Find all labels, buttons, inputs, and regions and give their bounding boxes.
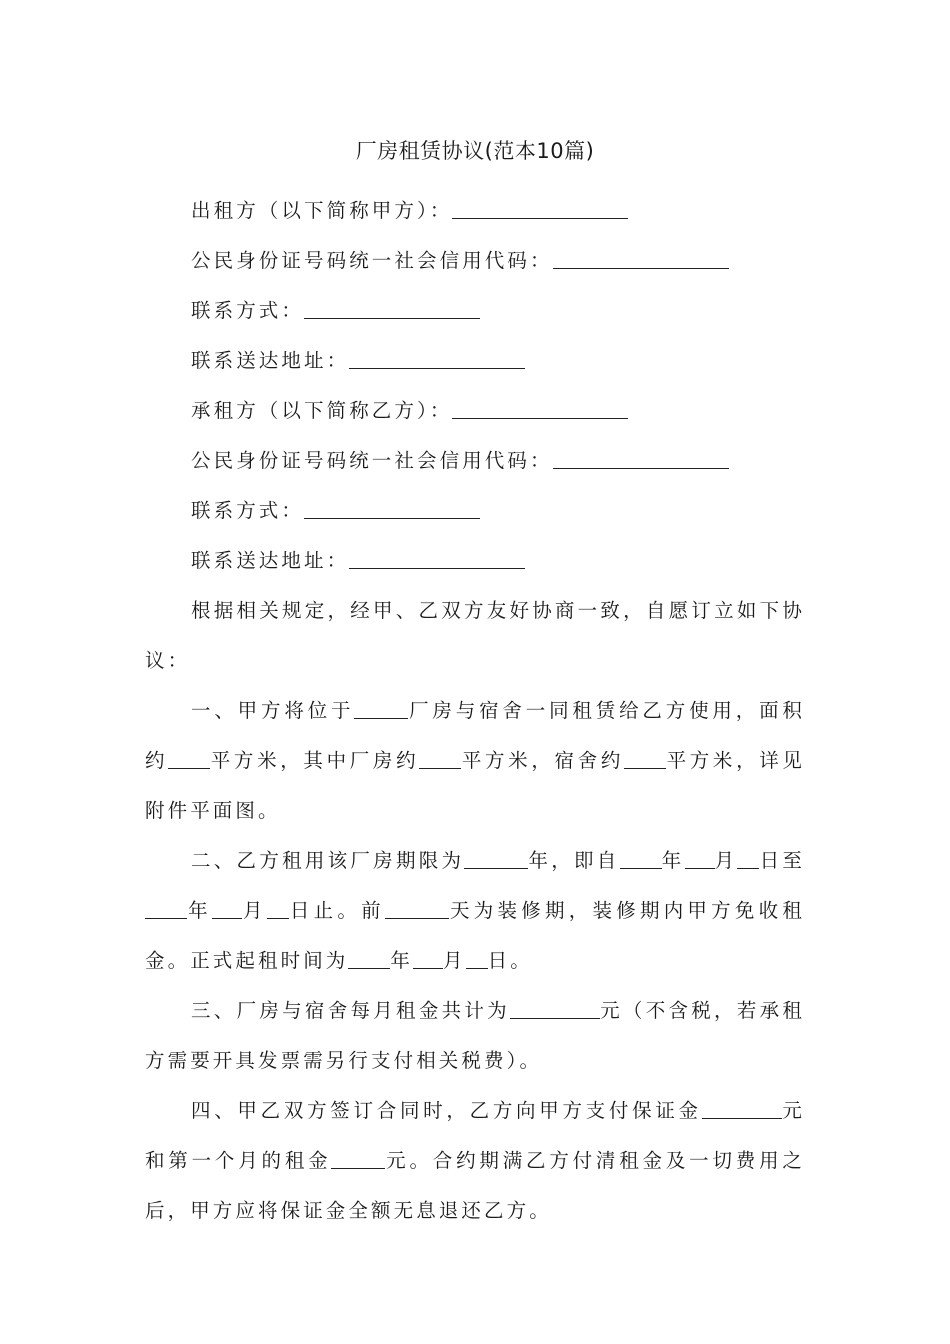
clause-2-text: 月 <box>241 899 267 922</box>
clause-1-text: 平方米，详见附件平面图。 <box>145 749 806 822</box>
lessee-address-line <box>145 536 805 586</box>
clause-2-text: 月 <box>714 849 738 872</box>
blank <box>267 900 289 919</box>
blank <box>624 750 666 769</box>
clause-1-text: 厂房与宿舍一同租赁给乙方使用，面积约 <box>145 699 806 772</box>
clause-1-text: 平方米，其中厂房约 <box>210 749 420 772</box>
blank <box>702 1100 782 1119</box>
clause-1-text: 平方米，宿舍约 <box>461 749 624 772</box>
document-body <box>145 186 805 1236</box>
lessor-contact-line <box>145 286 805 336</box>
blank <box>466 950 488 969</box>
lessor-contact-blank <box>304 300 480 319</box>
clause-2-text: 二、乙方租用该厂房期限为 <box>191 849 465 872</box>
blank <box>685 850 715 869</box>
lessee-contact-line <box>145 486 805 536</box>
lessee-name-line <box>145 386 805 436</box>
blank <box>354 700 408 719</box>
lessee-contact-blank <box>304 500 480 519</box>
clause-2-text: 年 <box>390 949 414 972</box>
clause-2-text: 年，即自 <box>528 849 620 872</box>
clause-2-text: 日。 <box>487 949 533 972</box>
blank <box>145 900 187 919</box>
clause-4-text: 四、甲乙双方签订合同时，乙方向甲方支付保证金 <box>191 1099 702 1122</box>
lessor-address-blank <box>349 350 525 369</box>
clause-3-text: 元（不含税，若承租方需要开具发票需另行支付相关税费）。 <box>145 999 805 1072</box>
lessor-address-label: 联系送达地址： <box>191 349 350 372</box>
clause-4 <box>145 1086 805 1236</box>
blank <box>510 1000 600 1019</box>
blank <box>413 950 443 969</box>
document-title: 厂房租赁协议(范本10篇) <box>355 139 595 163</box>
clause-4-text: 元和第一个月的租金 <box>145 1099 805 1172</box>
lessee-id-line <box>145 436 805 486</box>
blank <box>737 850 759 869</box>
clause-2-text: 年 <box>187 899 212 922</box>
clause-2-text: 天为装修期，装修期内甲方免收租金。正式起租时间为 <box>145 899 805 972</box>
lessee-name-blank <box>452 400 628 419</box>
blank <box>212 900 242 919</box>
lessor-id-blank <box>553 250 729 269</box>
lessee-name-label: 承租方（以下简称乙方）： <box>191 399 453 422</box>
clause-2-text: 日止。前 <box>288 899 385 922</box>
clause-2-text: 日至 <box>759 849 805 872</box>
clause-3-text: 三、厂房与宿舍每月租金共计为 <box>191 999 510 1022</box>
lessor-name-line <box>145 186 805 236</box>
blank <box>464 850 528 869</box>
blank <box>620 850 662 869</box>
clause-2-text: 月 <box>443 949 466 972</box>
lessor-contact-label: 联系方式： <box>191 299 305 322</box>
blank <box>419 750 461 769</box>
lessee-id-blank <box>553 450 729 469</box>
lessee-id-label: 公民身份证号码统一社会信用代码： <box>191 449 553 472</box>
lessor-id-line <box>145 236 805 286</box>
lessor-address-line <box>145 336 805 386</box>
lessee-address-blank <box>349 550 525 569</box>
clause-1 <box>145 686 805 836</box>
lessee-contact-label: 联系方式： <box>191 499 305 522</box>
lessee-address-label: 联系送达地址： <box>191 549 350 572</box>
clause-2 <box>145 836 805 986</box>
clause-3 <box>145 986 805 1086</box>
preamble-paragraph: 根据相关规定，经甲、乙双方友好协商一致，自愿订立如下协议： <box>145 599 805 672</box>
lessor-name-blank <box>452 200 628 219</box>
clause-4-text: 元。合约期满乙方付清租金及一切费用之后，甲方应将保证金全额无息退还乙方。 <box>145 1149 805 1222</box>
lessor-id-label: 公民身份证号码统一社会信用代码： <box>191 249 553 272</box>
clause-2-text: 年 <box>661 849 685 872</box>
blank <box>385 900 449 919</box>
blank <box>331 1150 385 1169</box>
blank <box>168 750 210 769</box>
lessor-name-label: 出租方（以下简称甲方）： <box>191 199 453 222</box>
clause-1-text: 一、甲方将位于 <box>191 699 355 722</box>
blank <box>348 950 390 969</box>
